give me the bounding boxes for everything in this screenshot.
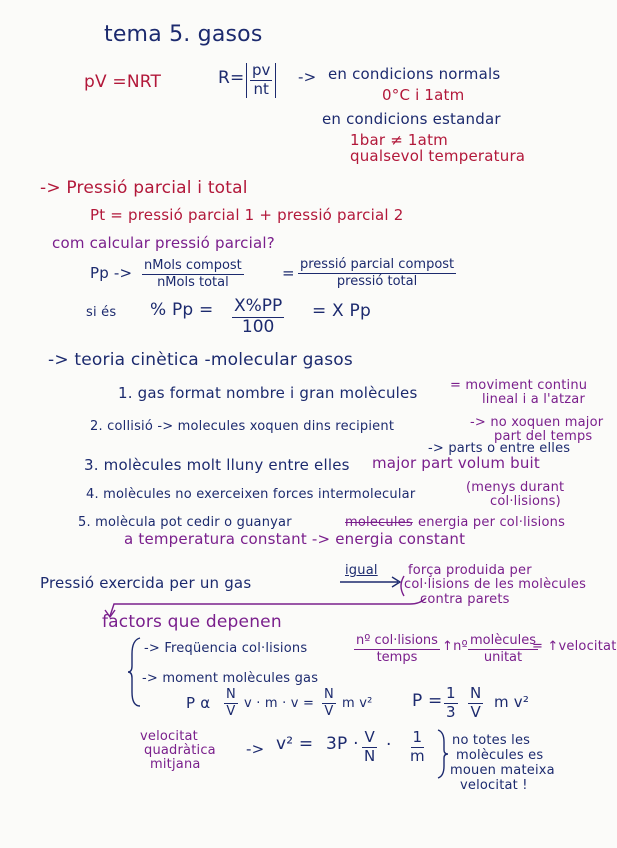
item1-text: 1. gas format nombre i gran molècules: [118, 384, 418, 402]
vn-denominator: N: [364, 746, 376, 765]
partial-heading: -> Pressió parcial i total: [40, 178, 248, 198]
m-v-squared: m v²: [342, 696, 373, 711]
v-squared: v² =: [276, 734, 314, 754]
frequency-denominator: temps: [376, 649, 418, 665]
v-over-n: [362, 730, 377, 765]
velocity-note-1: no totes les: [452, 733, 531, 748]
si-es: si és: [86, 305, 117, 320]
force-line-1: força produida per: [408, 563, 532, 578]
m-denominator: m: [410, 746, 425, 765]
three-denominator: 3: [446, 702, 456, 721]
v-m-v: v · m · v =: [244, 696, 315, 711]
partial-sum: Pt = pressió parcial 1 + pressió parcial 2: [90, 206, 404, 224]
pressure-numerator: pressió parcial compost: [300, 257, 455, 272]
force-line-2: col·lisions de les molècules: [404, 577, 587, 592]
r-fraction: [246, 63, 276, 98]
standard-line-2: qualsevol temperatura: [350, 147, 526, 165]
item5-text: 5. molècula pot cedir o guanyar: [78, 515, 292, 530]
moles-fraction: [142, 259, 244, 289]
equal-label: igual: [345, 563, 378, 578]
factors-heading: factors que depenen: [102, 612, 282, 632]
pressure-fraction: [298, 258, 456, 288]
partial-question: com calcular pressió parcial?: [52, 234, 275, 252]
velocity-note-3: mouen mateixa: [450, 763, 555, 778]
one-over-m: [408, 730, 427, 765]
factors-brace: [126, 636, 142, 708]
r-label: R=: [218, 68, 245, 88]
one-third: [444, 686, 458, 721]
molecules-numerator: molècules: [470, 633, 536, 648]
force-line-3: contra parets: [420, 592, 510, 607]
velocity-label-1: velocitat: [140, 729, 198, 744]
n-over-v-3: [468, 686, 483, 721]
velocity-label-3: mitjana: [150, 757, 201, 772]
m-numerator: 1: [412, 728, 423, 746]
moles-numerator: nMols compost: [144, 258, 242, 273]
item2-text: 2. collisió -> molecules xoquen dins recipient: [90, 419, 395, 434]
percent-denominator: 100: [241, 316, 275, 337]
r-denominator: nt: [253, 79, 269, 98]
moles-denominator: nMols total: [157, 274, 229, 290]
p-proportional: P α: [186, 694, 211, 712]
standard-conditions: en condicions estandar: [322, 110, 501, 128]
item2-note: -> parts o entre elles: [428, 441, 571, 456]
r-numerator: pv: [252, 61, 271, 79]
one-numerator: 1: [446, 684, 456, 702]
percent-fraction: [232, 298, 284, 337]
velocity-dot: ·: [386, 735, 392, 755]
pressure-denominator: pressió total: [336, 273, 418, 289]
velocity-note-4: velocitat !: [460, 778, 528, 793]
velocity-label-2: quadràtica: [144, 743, 216, 758]
frequency-label: -> Freqüencia col·lisions: [144, 641, 308, 656]
n3-numerator: N: [470, 684, 482, 702]
standard-line-1: 1bar ≠ 1atm: [350, 131, 448, 149]
p-equals: P =: [412, 691, 443, 711]
n-over-v-2: [322, 688, 336, 718]
n-over-v-1: [224, 688, 238, 718]
velocity-arrow: ->: [246, 740, 265, 758]
item4-result: (menys durant: [466, 480, 565, 495]
x-pp: = X Pp: [312, 301, 371, 321]
m-v-squared-2: m v²: [494, 693, 530, 711]
item2-result: -> no xoquen major: [470, 415, 604, 430]
arrow-up-number: ↑nº: [442, 639, 468, 654]
item1-result-2: lineal i a l'atzar: [482, 392, 585, 407]
frequency-fraction: [354, 634, 440, 664]
page-title: tema 5. gasos: [104, 22, 263, 47]
item5-result: energia per col·lisions: [418, 515, 566, 530]
item3-result: major part volum buit: [372, 454, 540, 472]
percent-numerator: X%PP: [234, 296, 283, 316]
moment-label: -> moment molècules gas: [142, 671, 319, 686]
ideal-gas-law: pV =NRT: [84, 72, 162, 92]
arrow: ->: [298, 68, 317, 86]
item5-strike: molecules: [345, 515, 413, 530]
n1-numerator: N: [226, 687, 236, 702]
n3-denominator: V: [470, 702, 481, 721]
velocity-up: = ↑velocitat: [532, 639, 617, 654]
pp-label: Pp ->: [90, 264, 133, 282]
item1-result: = moviment continu: [450, 378, 588, 393]
item4-result-2: col·lisions): [490, 494, 561, 509]
item3-text: 3. molècules molt lluny entre elles: [84, 456, 350, 474]
normal-values: 0°C i 1atm: [382, 86, 465, 104]
frequency-numerator: nº col·lisions: [356, 633, 438, 648]
item2-result-2: part del temps: [494, 429, 593, 444]
item4-text: 4. molècules no exerceixen forces intermolecular: [86, 487, 416, 502]
molecules-denominator: unitat: [483, 649, 523, 665]
equals-sign: =: [282, 264, 295, 282]
item5-line2: a temperatura constant -> energia constant: [124, 530, 466, 548]
pct-pp: % Pp =: [150, 300, 214, 320]
n1-denominator: V: [226, 703, 236, 719]
velocity-brace: [436, 728, 450, 780]
vn-numerator: V: [364, 728, 375, 746]
n2-denominator: V: [324, 703, 334, 719]
n2-numerator: N: [324, 687, 334, 702]
normal-conditions: en condicions normals: [328, 65, 501, 83]
velocity-note-2: molècules es: [456, 748, 544, 763]
molecules-fraction: [468, 634, 538, 664]
kinetic-heading: -> teoria cinètica -molecular gasos: [48, 350, 353, 370]
three-p: 3P ·: [326, 734, 359, 754]
pressure-exerted: Pressió exercida per un gas: [40, 574, 252, 592]
